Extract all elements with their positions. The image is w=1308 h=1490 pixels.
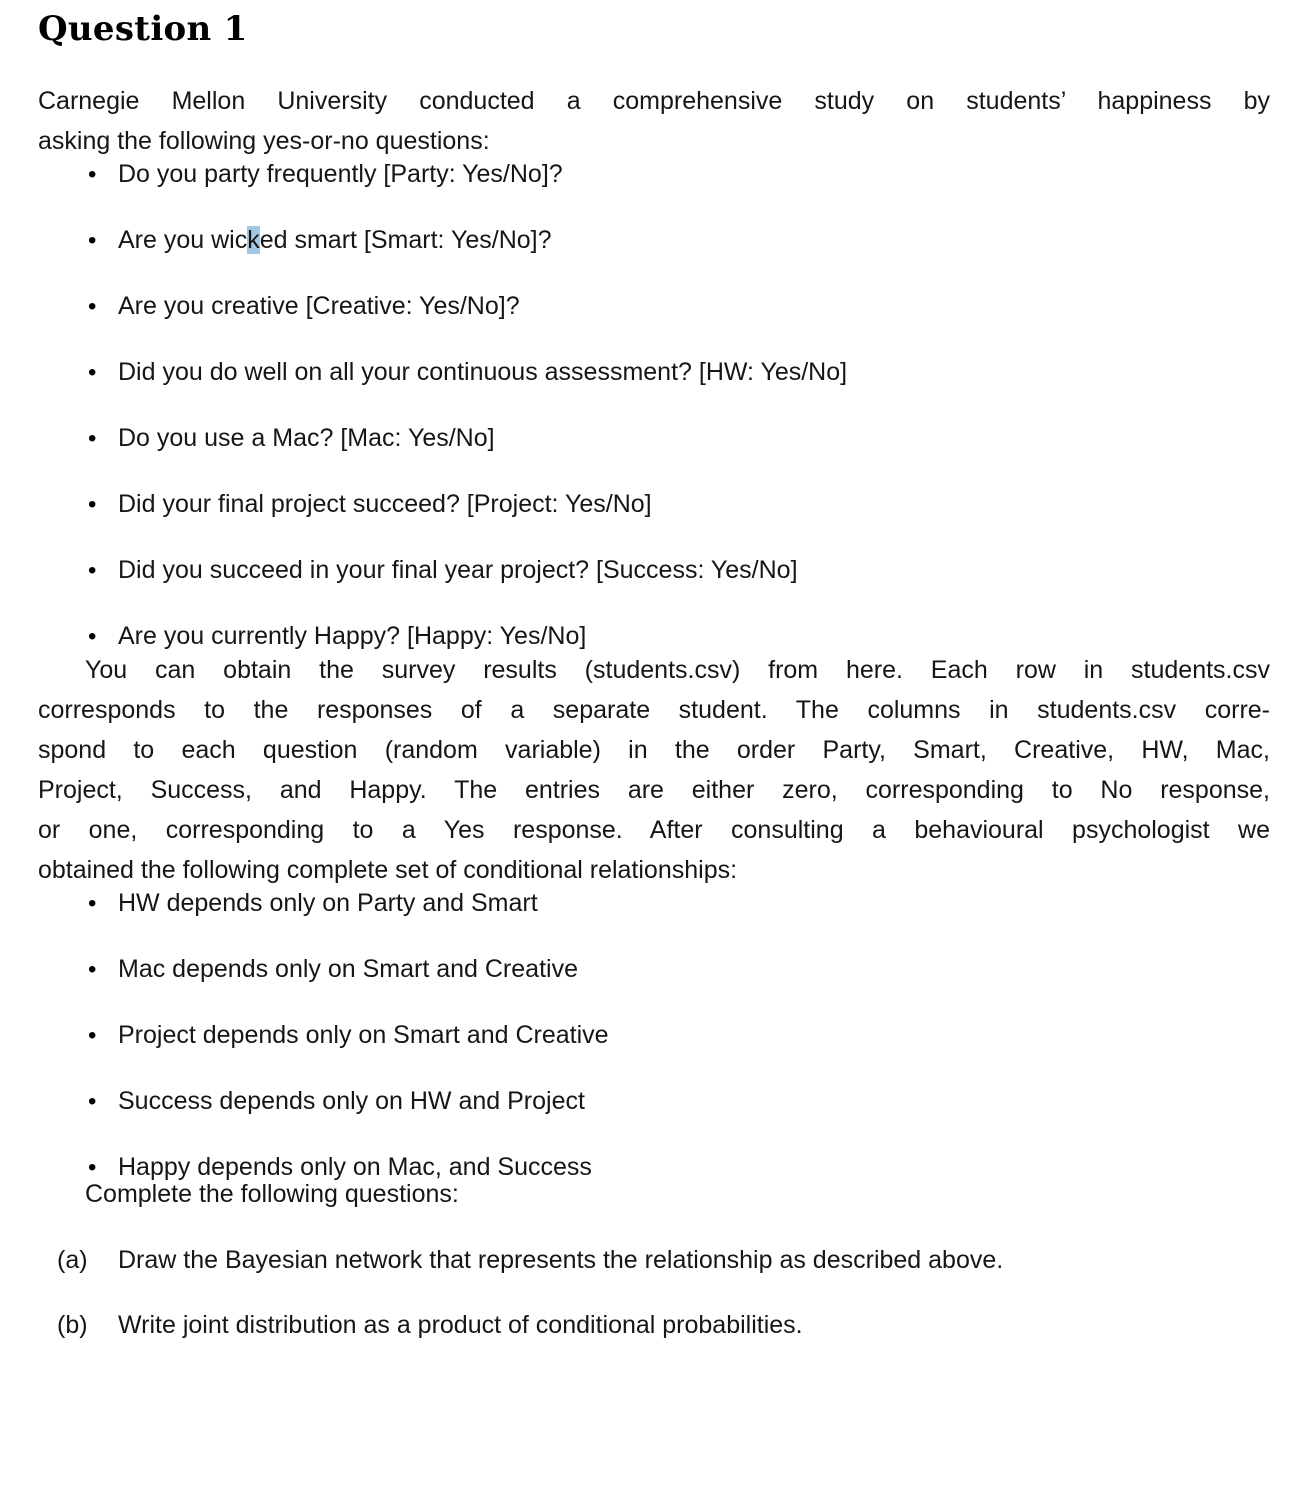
list-item-text xyxy=(118,227,552,253)
paragraph-line: spond to each question (random variable) in the order Party, Smart, Creative, HW, Mac, xyxy=(38,736,1270,764)
list-item-text: Do you use a Mac? [Mac: Yes/No] xyxy=(118,424,495,452)
subquestion-text: Draw the Bayesian network that represents the relationship as described above. xyxy=(118,1246,1004,1274)
bullet-icon: • xyxy=(88,425,97,452)
paragraph-line: or one, corresponding to a Yes response. After consulting a behavioural psychologist we xyxy=(38,816,1270,844)
paragraph-line: asking the following yes-or-no questions: xyxy=(38,127,490,155)
bullet-icon: • xyxy=(88,1088,97,1115)
list-item-text: Mac depends only on Smart and Creative xyxy=(118,955,578,983)
paragraph-line: corresponds to the responses of a separate student. The columns in students.csv corre- xyxy=(38,696,1270,724)
list-item-text: Are you currently Happy? [Happy: Yes/No] xyxy=(118,622,587,650)
bullet-icon: • xyxy=(88,890,97,917)
text-after-selection: ed smart [Smart: Yes/No]? xyxy=(259,226,552,254)
list-item xyxy=(38,956,1270,983)
bullet-icon: • xyxy=(88,293,97,320)
list-item xyxy=(38,425,1270,452)
list-item-text: Are you creative [Creative: Yes/No]? xyxy=(118,292,520,320)
list-item xyxy=(38,491,1270,518)
bullet-icon: • xyxy=(88,227,97,254)
list-item-text: Do you party frequently [Party: Yes/No]? xyxy=(118,160,563,188)
list-item xyxy=(38,293,1270,320)
subquestion-text: Write joint distribution as a product of conditional probabilities. xyxy=(118,1311,803,1339)
paragraph-line: Project, Success, and Happy. The entries are either zero, corresponding to No response, xyxy=(38,776,1270,804)
page-title: Question 1 xyxy=(38,9,248,49)
list-item-text: Project depends only on Smart and Creative xyxy=(118,1021,609,1049)
list-item xyxy=(38,1022,1270,1049)
paragraph-line: Carnegie Mellon University conducted a comprehensive study on students’ happiness by xyxy=(38,87,1270,115)
selected-text: k xyxy=(247,226,260,254)
list-item-text: Happy depends only on Mac, and Success xyxy=(118,1153,592,1181)
bullet-icon: • xyxy=(88,359,97,386)
list-item xyxy=(38,557,1270,584)
list-item-text: Did you do well on all your continuous assessment? [HW: Yes/No] xyxy=(118,358,848,386)
bullet-icon: • xyxy=(88,1154,97,1181)
list-item xyxy=(38,359,1270,386)
list-item-text: Did you succeed in your final year project? [Success: Yes/No] xyxy=(118,556,798,584)
text-before-selection: Are you wic xyxy=(118,226,248,254)
bullet-icon: • xyxy=(88,1022,97,1049)
dataset-paragraph xyxy=(38,650,1270,890)
paragraph-line: obtained the following complete set of conditional relationships: xyxy=(38,856,738,884)
bullet-icon: • xyxy=(88,161,97,188)
list-item xyxy=(38,1088,1270,1115)
list-item xyxy=(38,1154,1270,1181)
subquestion-a xyxy=(38,1247,1270,1273)
bullet-icon: • xyxy=(88,557,97,584)
intro-paragraph xyxy=(38,81,1270,161)
list-item-text: Success depends only on HW and Project xyxy=(118,1087,585,1115)
list-item xyxy=(38,623,1270,650)
list-item-text: HW depends only on Party and Smart xyxy=(118,889,538,917)
list-item xyxy=(38,890,1270,917)
closing-instruction: Complete the following questions: xyxy=(85,1180,459,1208)
list-item xyxy=(38,227,1270,254)
subquestion-b xyxy=(38,1312,1270,1338)
subquestion-label: (a) xyxy=(57,1246,88,1274)
bullet-icon: • xyxy=(88,623,97,650)
paragraph-line: You can obtain the survey results (students.csv) from here. Each row in students.csv xyxy=(85,656,1270,684)
list-item-text: Did your final project succeed? [Project: Yes/No] xyxy=(118,490,652,518)
bullet-icon: • xyxy=(88,491,97,518)
conditional-relationships-list xyxy=(38,890,1270,1181)
bullet-icon: • xyxy=(88,956,97,983)
survey-questions-list xyxy=(38,161,1270,650)
list-item xyxy=(38,161,1270,188)
subquestion-label: (b) xyxy=(57,1311,88,1339)
